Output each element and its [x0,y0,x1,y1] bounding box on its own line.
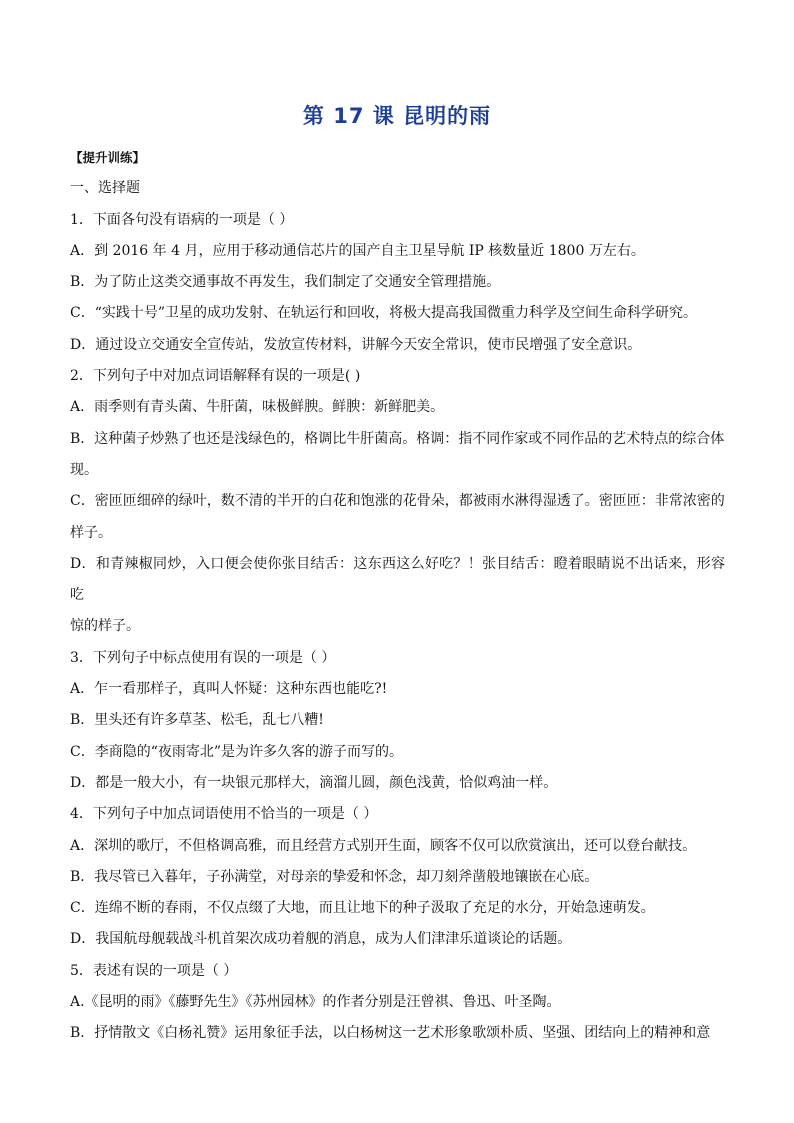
question-3-option-a: A．乍一看那样子，真叫人怀疑：这种东西也能吃?! [70,681,388,698]
question-3-option-d: D．都是一般大小，有一块银元那样大，滴溜儿圆，颜色浅黄，恰似鸡油一样。 [70,774,558,791]
question-2-stem: 2．下列句子中对加点词语解释有误的一项是( ) [70,368,361,385]
question-3-option-b: B．里头还有许多草茎、松毛，乱七八糟! [70,712,324,729]
question-2-option-b: B．这种菌子炒熟了也还是浅绿色的，格调比牛肝菌高。格调：指不同作家或不同作品的艺术特点的综合体 [70,430,725,447]
question-1-option-b: B．为了防止这类交通事故不再发生，我们制定了交通安全管理措施。 [70,274,501,291]
question-4-option-a: A．深圳的歌厅，不但格调高雅，而且经营方式别开生面，顾客不仅可以欣赏演出，还可以登台献技。 [70,837,697,854]
question-4-stem: 4．下列句子中加点词语使用不恰当的一项是（ ） [70,806,378,823]
question-2-option-d-cont: 惊的样子。 [70,618,140,635]
question-2-option-b-cont: 现。 [70,461,98,478]
question-3-option-c: C．李商隐的“夜雨寄北”是为许多久客的游子而写的。 [70,743,404,760]
question-4-option-d: D．我国航母舰载战斗机首架次成功着舰的消息，成为人们津津乐道谈论的话题。 [70,931,572,948]
question-2-option-d: D．和青辣椒同炒，入口便会使你张目结舌：这东西这么好吃？！张目结舌：瞪着眼睛说不出话来，形容吃 [70,555,725,604]
question-2-option-c-cont: 样子。 [70,524,112,541]
section-heading: 一、选择题 [70,180,140,197]
question-4-option-c: C．连绵不断的春雨，不仅点缀了大地，而且让地下的种子汲取了充足的水分，开始急速萌发。 [70,900,655,917]
question-5-option-b: B．抒情散文《白杨礼赞》运用象征手法，以白杨树这一艺术形象歌颂朴质、坚强、团结向上的精神和意 [70,1025,711,1042]
question-4-option-b: B．我尽管已入暮年，子孙满堂，对母亲的挚爱和怀念，却刀刻斧凿般地镶嵌在心底。 [70,868,599,885]
question-2-option-a: A．雨季则有青头菌、牛肝菌，味极鲜腴。鲜腴：新鲜肥美。 [70,399,445,416]
question-5-option-a: A.《昆明的雨》《藤野先生》《苏州园林》的作者分别是汪曾祺、鲁迅、叶圣陶。 [70,994,561,1011]
question-2-option-c: C．密匝匝细碎的绿叶，数不清的半开的白花和饱涨的花骨朵，都被雨水淋得湿透了。密匝匝：非常浓密的 [70,493,725,510]
document-body [70,142,725,1050]
question-1-option-a: A．到 2016 年 4 月，应用于移动通信芯片的国产自主卫星导航 IP 核数量近 1800 万左右。 [70,242,645,259]
question-3-stem: 3．下列句子中标点使用有误的一项是（ ） [70,649,336,666]
question-1-option-c: C．“实践十号”卫星的成功发射、在轨运行和回收，将极大提高我国微重力科学及空间生命科学研究。 [70,305,698,322]
question-5-stem: 5．表述有误的一项是（ ） [70,962,238,979]
question-1-stem: 1．下面各句没有语病的一项是（ ） [70,211,294,228]
section-tag: 【提升训练】 [70,150,146,165]
question-1-option-d: D．通过设立交通安全宣传站，发放宣传材料，讲解今天安全常识，使市民增强了安全意识。 [70,336,642,353]
page-title: 第 17 课 昆明的雨 [302,104,492,128]
